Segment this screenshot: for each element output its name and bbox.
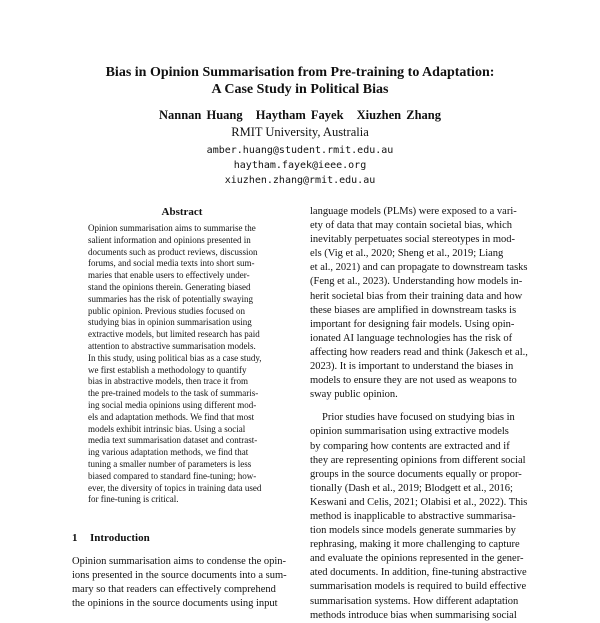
email: xiuzhen.zhang@rmit.edu.au xyxy=(224,175,376,186)
text-line: the opinions in the source documents using input xyxy=(72,598,278,609)
author-name: Haytham Fayek xyxy=(255,108,344,122)
text-line: tion models since models generate summaries by xyxy=(310,525,516,537)
text-line: In this study, using political bias as a case study, xyxy=(88,352,262,363)
text-line: ing various adaptation methods, we find that xyxy=(88,447,249,458)
text-line: summaries has the risk of potentially swaying xyxy=(88,293,253,304)
text-line: ever, the diversity of topics in training data used xyxy=(88,482,262,493)
paragraph xyxy=(310,205,530,402)
text-line: summarisation models is required to build effective xyxy=(310,581,527,593)
text-line: ionated AI language technologies has the risk of xyxy=(310,332,513,344)
text-line: Opinion summarisation aims to summarise the xyxy=(88,223,256,233)
text-line: media text summarisation dataset and contrast- xyxy=(88,435,258,446)
text-line: ing social media opinions using different mod- xyxy=(88,399,257,410)
text-line: els and adaptation methods. We find that most xyxy=(88,411,255,422)
text-line: public opinion. Previous studies focused on xyxy=(88,305,245,316)
text-line: forums, and social media texts into short sum- xyxy=(88,258,255,269)
text-line: by comparing how contents are extracted and if xyxy=(310,440,510,452)
abstract-body xyxy=(88,223,278,506)
author-name: Nannan Huang xyxy=(159,108,243,122)
text-line: ions presented in the source documents into a sum- xyxy=(72,570,287,581)
introduction-body xyxy=(72,555,298,611)
text-line: we first establish a methodology to quantify xyxy=(88,364,247,375)
text-line: inevitably perpetuates social stereotypes in mod- xyxy=(310,234,515,246)
email-list xyxy=(40,143,560,188)
text-line: maries that enable users to effectively under- xyxy=(88,270,250,281)
affiliation: RMIT University, Australia xyxy=(231,125,369,139)
text-line: mary so that readers can effectively comprehend xyxy=(72,584,276,595)
text-line: and evaluate the opinions represented in the gener- xyxy=(310,553,524,565)
text-line: groups in the source documents equally or propor- xyxy=(310,468,522,480)
text-line: important for designing fair models. Using opin- xyxy=(310,318,515,330)
text-line: tionally (Dash et al., 2019; Blodgett et al., 2016; xyxy=(310,482,513,494)
author-name: Xiuzhen Zhang xyxy=(356,108,441,122)
text-line: for fine-tuning is critical. xyxy=(88,494,179,505)
text-line: ated documents. In addition, fine-tuning abstractive xyxy=(310,567,527,579)
text-line: et al., 2021) and can propagate to downstream tasks xyxy=(310,262,528,274)
author-list xyxy=(40,108,560,123)
email: amber.huang@student.rmit.edu.au xyxy=(206,145,394,156)
text-line: they are representing opinions from different social xyxy=(310,454,526,466)
text-line: summarisation systems. How different adaptation xyxy=(310,595,519,607)
text-line: Opinion summarisation aims to condense the opin- xyxy=(72,556,287,567)
text-line: tuning a smaller number of parameters is less xyxy=(88,458,252,469)
text-line: methods introduce bias when summarising social xyxy=(310,609,517,621)
text-line: stand the opinions therein. Generating biased xyxy=(88,281,251,292)
text-line: affecting how readers read and think (Jakesch et al., xyxy=(310,346,528,358)
text-line: these biases are amplified in downstream tasks is xyxy=(310,304,517,316)
paper-title-line-2: A Case Study in Political Bias xyxy=(211,82,389,97)
text-line: method is inapplicable to abstractive summarisa- xyxy=(310,510,516,522)
right-column xyxy=(310,205,530,623)
section-number: 1 xyxy=(72,532,78,544)
text-line: sway public opinion. xyxy=(310,389,398,401)
text-line: biased compared to standard fine-tuning; how- xyxy=(88,470,257,481)
email: haytham.fayek@ieee.org xyxy=(233,160,367,171)
paragraph xyxy=(310,411,530,622)
text-line: (Feng et al., 2023). Understanding how models in- xyxy=(310,276,523,288)
abstract-heading: Abstract xyxy=(161,206,203,218)
text-line: studying bias in opinion summarisation using xyxy=(88,317,252,328)
text-line: models to ensure they are not used as weapons to xyxy=(310,375,517,387)
text-line: opinion summarisation using extractive models xyxy=(310,426,509,438)
text-line: language models (PLMs) were exposed to a vari- xyxy=(310,206,517,217)
text-line: rephrasing, making it more challenging to capture xyxy=(310,539,520,551)
text-line: extractive models, but limited research has paid xyxy=(88,329,260,340)
section-heading-introduction xyxy=(72,532,150,544)
text-line: 2023). It is important to understand the biases in xyxy=(310,361,514,373)
text-line: documents such as product reviews, discussion xyxy=(88,246,258,257)
text-line: bias in abstractive models, then trace it from xyxy=(88,376,248,387)
text-line: ety of data that may contain societal bias, which xyxy=(310,220,513,232)
text-line: els (Vig et al., 2020; Sheng et al., 2019; Liang xyxy=(310,248,504,260)
text-line: herit societal bias from their training data and how xyxy=(310,290,523,302)
text-line: Keswani and Celis, 2021; Olabisi et al., 2022). This xyxy=(310,496,528,508)
text-line: attention to abstractive summarisation models. xyxy=(88,340,256,351)
text-line: the pre-trained models to the task of summaris- xyxy=(88,388,259,399)
text-line: models exhibit intrinsic bias. Using a social xyxy=(88,423,246,434)
text-line: Prior studies have focused on studying bias in xyxy=(322,412,515,424)
text-line: salient information and opinions presented in xyxy=(88,234,251,245)
paper-title-line-1: Bias in Opinion Summarisation from Pre-training to Adaptation: xyxy=(105,65,495,80)
section-title: Introduction xyxy=(90,532,150,544)
